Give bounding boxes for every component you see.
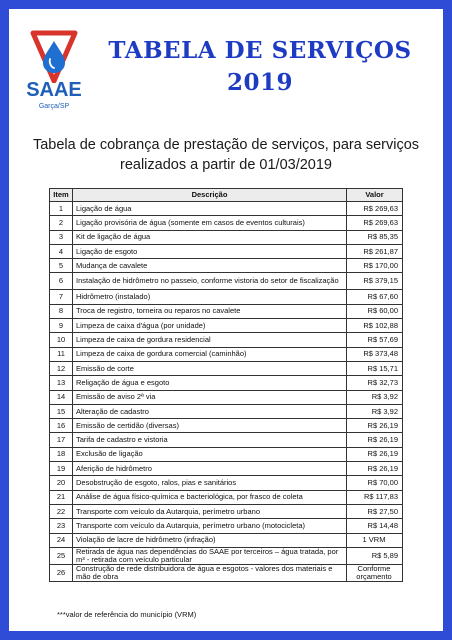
value-cell: R$ 170,00 (347, 259, 403, 273)
description-cell: Emissão de corte (73, 361, 347, 375)
description-cell: Mudança de cavalete (73, 259, 347, 273)
value-cell: R$ 85,35 (347, 230, 403, 244)
table-row (50, 433, 403, 447)
header-description: Descrição (73, 189, 347, 202)
description-cell: Ligação provisória de água (somente em casos de eventos culturais) (73, 216, 347, 230)
item-cell: 23 (50, 519, 73, 533)
description-cell: Instalação de hidrômetro no passeio, conforme vistoria do setor de fiscalização (73, 273, 347, 290)
table-row (50, 333, 403, 347)
item-cell: 24 (50, 533, 73, 547)
item-cell: 26 (50, 564, 73, 581)
description-cell: Aferição de hidrômetro (73, 462, 347, 476)
description-cell: Ligação de água (73, 202, 347, 216)
title-line-1: TABELA DE SERVIÇOS (108, 37, 412, 64)
description-cell: Construção de rede distribuidora de água e esgotos - valores dos materiais e mão de obra (73, 564, 347, 581)
value-cell: R$ 261,87 (347, 244, 403, 258)
value-cell: Conforme orçamento (347, 564, 403, 581)
value-cell: R$ 269,63 (347, 202, 403, 216)
description-cell: Emissão de certidão (diversas) (73, 419, 347, 433)
item-cell: 20 (50, 476, 73, 490)
table-row (50, 361, 403, 375)
table-row (50, 290, 403, 304)
page-title (95, 35, 425, 99)
table-row (50, 216, 403, 230)
table-row (50, 202, 403, 216)
description-cell: Retirada de água nas dependências do SAAE por terceiros – água tratada, por m³ - retirada com veículo particular (73, 547, 347, 564)
value-cell: R$ 117,83 (347, 490, 403, 504)
item-cell: 16 (50, 419, 73, 433)
table-row (50, 390, 403, 404)
item-cell: 18 (50, 447, 73, 461)
description-cell: Religação de água e esgoto (73, 376, 347, 390)
description-cell: Violação de lacre de hidrômetro (infração) (73, 533, 347, 547)
subtitle-line-1: Tabela de cobrança de prestação de serviços, para serviços (32, 137, 420, 153)
logo-name: SAAE (26, 79, 82, 101)
description-cell: Troca de registro, torneira ou reparos no cavalete (73, 304, 347, 318)
value-cell: R$ 57,69 (347, 333, 403, 347)
subtitle-line-2: realizados a partir de 01/03/2019 (119, 157, 332, 173)
item-cell: 5 (50, 259, 73, 273)
item-cell: 22 (50, 504, 73, 518)
item-cell: 10 (50, 333, 73, 347)
item-cell: 21 (50, 490, 73, 504)
description-cell: Emissão de aviso 2ª via (73, 390, 347, 404)
table-row (50, 476, 403, 490)
value-cell: R$ 15,71 (347, 361, 403, 375)
table-row (50, 376, 403, 390)
table-row (50, 447, 403, 461)
value-cell: R$ 26,19 (347, 419, 403, 433)
value-cell: R$ 269,63 (347, 216, 403, 230)
value-cell: R$ 379,15 (347, 273, 403, 290)
item-cell: 2 (50, 216, 73, 230)
value-cell: R$ 3,92 (347, 404, 403, 418)
water-drop-logo-icon (27, 27, 81, 83)
table-header-row (50, 189, 403, 202)
table-row (50, 490, 403, 504)
table-row (50, 533, 403, 547)
header-value: Valor (347, 189, 403, 202)
title-line-2: 2019 (226, 69, 293, 96)
item-cell: 7 (50, 290, 73, 304)
value-cell: R$ 67,60 (347, 290, 403, 304)
table-row (50, 419, 403, 433)
item-cell: 17 (50, 433, 73, 447)
value-cell: 1 VRM (347, 533, 403, 547)
item-cell: 25 (50, 547, 73, 564)
services-table (49, 188, 403, 582)
description-cell: Tarifa de cadastro e vistoria (73, 433, 347, 447)
item-cell: 8 (50, 304, 73, 318)
item-cell: 15 (50, 404, 73, 418)
item-cell: 4 (50, 244, 73, 258)
value-cell: R$ 102,88 (347, 319, 403, 333)
value-cell: R$ 3,92 (347, 390, 403, 404)
description-cell: Desobstrução de esgoto, ralos, pias e sanitários (73, 476, 347, 490)
value-cell: R$ 373,48 (347, 347, 403, 361)
table-row (50, 547, 403, 564)
item-cell: 12 (50, 361, 73, 375)
description-cell: Ligação de esgoto (73, 244, 347, 258)
logo-city: Garça/SP (38, 103, 70, 110)
value-cell: R$ 26,19 (347, 433, 403, 447)
table-row (50, 347, 403, 361)
table-row (50, 519, 403, 533)
page-subtitle (29, 135, 423, 175)
item-cell: 14 (50, 390, 73, 404)
description-cell: Kit de ligação de água (73, 230, 347, 244)
footnote: ***valor de referência do município (VRM) (57, 610, 197, 619)
saae-logo (23, 27, 85, 119)
value-cell: R$ 60,00 (347, 304, 403, 318)
table-row (50, 259, 403, 273)
page-card (9, 9, 443, 631)
table-row (50, 319, 403, 333)
item-cell: 11 (50, 347, 73, 361)
description-cell: Transporte com veículo da Autarquia, perímetro urbano (motocicleta) (73, 519, 347, 533)
value-cell: R$ 14,48 (347, 519, 403, 533)
description-cell: Exclusão de ligação (73, 447, 347, 461)
table-row (50, 462, 403, 476)
item-cell: 6 (50, 273, 73, 290)
value-cell: R$ 32,73 (347, 376, 403, 390)
table-row (50, 230, 403, 244)
description-cell: Limpeza de caixa de gordura residencial (73, 333, 347, 347)
item-cell: 19 (50, 462, 73, 476)
description-cell: Transporte com veículo da Autarquia, perímetro urbano (73, 504, 347, 518)
value-cell: R$ 26,19 (347, 462, 403, 476)
table-row (50, 304, 403, 318)
table-row (50, 404, 403, 418)
value-cell: R$ 5,89 (347, 547, 403, 564)
header-item: Item (50, 189, 73, 202)
item-cell: 9 (50, 319, 73, 333)
value-cell: R$ 27,50 (347, 504, 403, 518)
table-row (50, 564, 403, 581)
value-cell: R$ 26,19 (347, 447, 403, 461)
description-cell: Hidrômetro (instalado) (73, 290, 347, 304)
description-cell: Análise de água físico-química e bacteriológica, por frasco de coleta (73, 490, 347, 504)
item-cell: 1 (50, 202, 73, 216)
description-cell: Limpeza de caixa de gordura comercial (caminhão) (73, 347, 347, 361)
value-cell: R$ 70,00 (347, 476, 403, 490)
item-cell: 13 (50, 376, 73, 390)
table-row (50, 504, 403, 518)
description-cell: Alteração de cadastro (73, 404, 347, 418)
table-row (50, 244, 403, 258)
table-row (50, 273, 403, 290)
item-cell: 3 (50, 230, 73, 244)
description-cell: Limpeza de caixa d'água (por unidade) (73, 319, 347, 333)
